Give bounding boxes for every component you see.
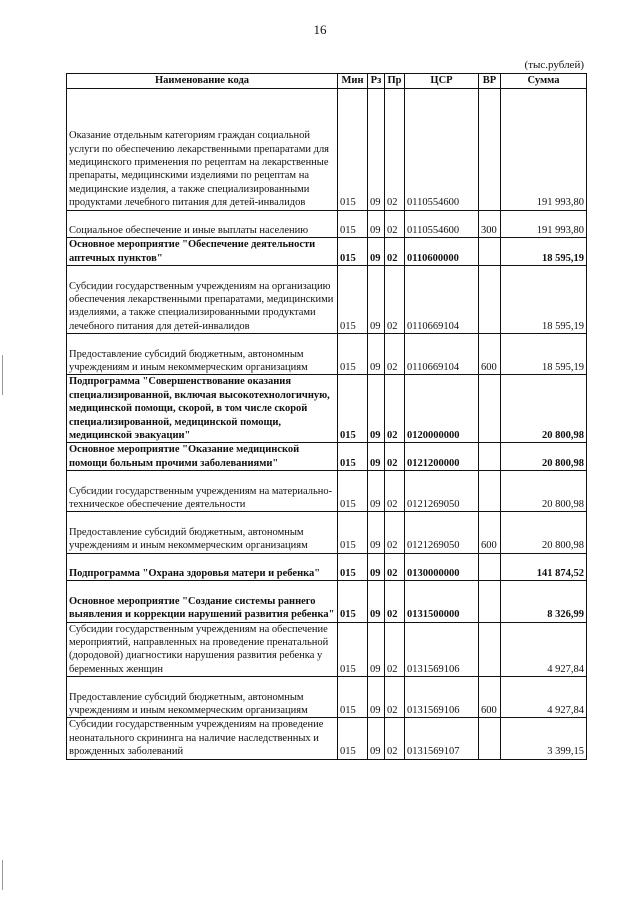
header-sum: Сумма bbox=[501, 74, 587, 89]
cell-csr: 0110669104 bbox=[405, 334, 479, 375]
page-number: 16 bbox=[313, 22, 327, 37]
cell-csr: 0131569106 bbox=[405, 622, 479, 677]
cell-rz: 09 bbox=[368, 581, 385, 622]
cell-rz: 09 bbox=[368, 375, 385, 443]
cell-csr: 0131500000 bbox=[405, 581, 479, 622]
cell-min: 015 bbox=[338, 443, 368, 471]
cell-csr: 0121269050 bbox=[405, 512, 479, 553]
cell-csr: 0110669104 bbox=[405, 266, 479, 334]
budget-table bbox=[66, 73, 587, 760]
cell-name: Основное мероприятие "Обеспечение деятельности аптечных пунктов" bbox=[67, 238, 338, 266]
table-row bbox=[67, 238, 587, 266]
cell-csr: 0130000000 bbox=[405, 553, 479, 581]
cell-pr: 02 bbox=[385, 210, 405, 238]
table-row bbox=[67, 718, 587, 759]
cell-min: 015 bbox=[338, 553, 368, 581]
table-row bbox=[67, 334, 587, 375]
cell-csr: 0121269050 bbox=[405, 471, 479, 512]
table-body bbox=[67, 89, 587, 760]
cell-vr bbox=[479, 622, 501, 677]
cell-sum: 8 326,99 bbox=[501, 581, 587, 622]
table-row bbox=[67, 471, 587, 512]
cell-csr: 0121200000 bbox=[405, 443, 479, 471]
cell-sum: 4 927,84 bbox=[501, 677, 587, 718]
cell-sum: 191 993,80 bbox=[501, 210, 587, 238]
cell-sum: 141 874,52 bbox=[501, 553, 587, 581]
cell-rz: 09 bbox=[368, 677, 385, 718]
cell-pr: 02 bbox=[385, 512, 405, 553]
table-header-row bbox=[67, 74, 587, 89]
cell-pr: 02 bbox=[385, 677, 405, 718]
cell-min: 015 bbox=[338, 581, 368, 622]
cell-pr: 02 bbox=[385, 622, 405, 677]
cell-csr: 0120000000 bbox=[405, 375, 479, 443]
cell-rz: 09 bbox=[368, 471, 385, 512]
header-rz: Рз bbox=[368, 74, 385, 89]
table-row bbox=[67, 581, 587, 622]
cell-sum: 18 595,19 bbox=[501, 266, 587, 334]
table-row bbox=[67, 89, 587, 211]
cell-pr: 02 bbox=[385, 334, 405, 375]
cell-vr bbox=[479, 443, 501, 471]
cell-rz: 09 bbox=[368, 443, 385, 471]
cell-min: 015 bbox=[338, 622, 368, 677]
cell-name: Предоставление субсидий бюджетным, автономным учреждениям и иным некоммерческим организациям bbox=[67, 677, 338, 718]
cell-vr bbox=[479, 581, 501, 622]
cell-pr: 02 bbox=[385, 553, 405, 581]
cell-sum: 20 800,98 bbox=[501, 375, 587, 443]
cell-rz: 09 bbox=[368, 238, 385, 266]
cell-pr: 02 bbox=[385, 266, 405, 334]
cell-pr: 02 bbox=[385, 718, 405, 759]
cell-sum: 18 595,19 bbox=[501, 238, 587, 266]
cell-vr: 600 bbox=[479, 334, 501, 375]
cell-vr: 300 bbox=[479, 210, 501, 238]
header-name: Наименование кода bbox=[67, 74, 338, 89]
table-row bbox=[67, 553, 587, 581]
margin-mark bbox=[2, 355, 3, 395]
header-min: Мин bbox=[338, 74, 368, 89]
cell-vr bbox=[479, 375, 501, 443]
cell-rz: 09 bbox=[368, 89, 385, 211]
cell-pr: 02 bbox=[385, 443, 405, 471]
cell-sum: 20 800,98 bbox=[501, 443, 587, 471]
cell-min: 015 bbox=[338, 89, 368, 211]
cell-csr: 0131569106 bbox=[405, 677, 479, 718]
cell-min: 015 bbox=[338, 677, 368, 718]
cell-sum: 191 993,80 bbox=[501, 89, 587, 211]
table-row bbox=[67, 443, 587, 471]
cell-vr bbox=[479, 718, 501, 759]
cell-csr: 0110554600 bbox=[405, 210, 479, 238]
table-row bbox=[67, 375, 587, 443]
cell-min: 015 bbox=[338, 512, 368, 553]
cell-sum: 20 800,98 bbox=[501, 512, 587, 553]
cell-rz: 09 bbox=[368, 718, 385, 759]
cell-csr: 0110554600 bbox=[405, 89, 479, 211]
cell-vr bbox=[479, 553, 501, 581]
cell-min: 015 bbox=[338, 375, 368, 443]
cell-csr: 0110600000 bbox=[405, 238, 479, 266]
cell-name: Подпрограмма "Совершенствование оказания специализированной, включая высокотехнологичную, медицинской помощи, скорой, в том числе скорой специализированной, медицинской помощи, медицинской эвакуации" bbox=[67, 375, 338, 443]
units-label: (тыс.рублей) bbox=[524, 59, 584, 71]
cell-name: Основное мероприятие "Создание системы раннего выявления и коррекции нарушений развития ребенка" bbox=[67, 581, 338, 622]
cell-min: 015 bbox=[338, 334, 368, 375]
cell-sum: 18 595,19 bbox=[501, 334, 587, 375]
cell-name: Субсидии государственным учреждениям на обеспечение мероприятий, направленных на проведение пренатальной (дородовой) диагностики нарушения развития ребенка у беременных женщин bbox=[67, 622, 338, 677]
cell-vr: 600 bbox=[479, 512, 501, 553]
table-row bbox=[67, 210, 587, 238]
cell-pr: 02 bbox=[385, 89, 405, 211]
cell-name: Подпрограмма "Охрана здоровья матери и ребенка" bbox=[67, 553, 338, 581]
cell-vr bbox=[479, 266, 501, 334]
cell-min: 015 bbox=[338, 238, 368, 266]
cell-vr: 600 bbox=[479, 677, 501, 718]
table-row bbox=[67, 677, 587, 718]
cell-min: 015 bbox=[338, 718, 368, 759]
cell-vr bbox=[479, 238, 501, 266]
cell-sum: 4 927,84 bbox=[501, 622, 587, 677]
cell-sum: 3 399,15 bbox=[501, 718, 587, 759]
cell-min: 015 bbox=[338, 266, 368, 334]
cell-name: Субсидии государственным учреждениям на проведение неонатального скрининга на наличие наследственных и врожденных заболеваний bbox=[67, 718, 338, 759]
cell-name: Социальное обеспечение и иные выплаты населению bbox=[67, 210, 338, 238]
cell-rz: 09 bbox=[368, 622, 385, 677]
header-vr: ВР bbox=[479, 74, 501, 89]
table-row bbox=[67, 266, 587, 334]
cell-csr: 0131569107 bbox=[405, 718, 479, 759]
cell-rz: 09 bbox=[368, 553, 385, 581]
cell-rz: 09 bbox=[368, 334, 385, 375]
cell-name: Предоставление субсидий бюджетным, автономным учреждениям и иным некоммерческим организациям bbox=[67, 512, 338, 553]
cell-name: Основное мероприятие "Оказание медицинской помощи больным прочими заболеваниями" bbox=[67, 443, 338, 471]
cell-pr: 02 bbox=[385, 581, 405, 622]
cell-name: Субсидии государственным учреждениям на материально-техническое обеспечение деятельности bbox=[67, 471, 338, 512]
cell-rz: 09 bbox=[368, 512, 385, 553]
cell-vr bbox=[479, 471, 501, 512]
cell-rz: 09 bbox=[368, 266, 385, 334]
cell-name: Предоставление субсидий бюджетным, автономным учреждениям и иным некоммерческим организациям bbox=[67, 334, 338, 375]
cell-min: 015 bbox=[338, 210, 368, 238]
cell-pr: 02 bbox=[385, 375, 405, 443]
table-row bbox=[67, 622, 587, 677]
header-csr: ЦСР bbox=[405, 74, 479, 89]
cell-name: Оказание отдельным категориям граждан социальной услуги по обеспечению лекарственными препаратами для медицинского применения по рецептам на лекарственные препараты, медицинскими изделиями по рецептам на медицинские изделия, а также специализированными продуктами лечебного питания для детей-инвалидов bbox=[67, 89, 338, 211]
cell-min: 015 bbox=[338, 471, 368, 512]
cell-sum: 20 800,98 bbox=[501, 471, 587, 512]
cell-vr bbox=[479, 89, 501, 211]
cell-name: Субсидии государственным учреждениям на организацию обеспечения лекарственными препаратами, медицинскими изделиями, а также специализированными продуктами лечебного питания для детей-инвалидов bbox=[67, 266, 338, 334]
cell-rz: 09 bbox=[368, 210, 385, 238]
cell-pr: 02 bbox=[385, 471, 405, 512]
margin-mark bbox=[2, 860, 3, 890]
table-row bbox=[67, 512, 587, 553]
cell-pr: 02 bbox=[385, 238, 405, 266]
header-pr: Пр bbox=[385, 74, 405, 89]
